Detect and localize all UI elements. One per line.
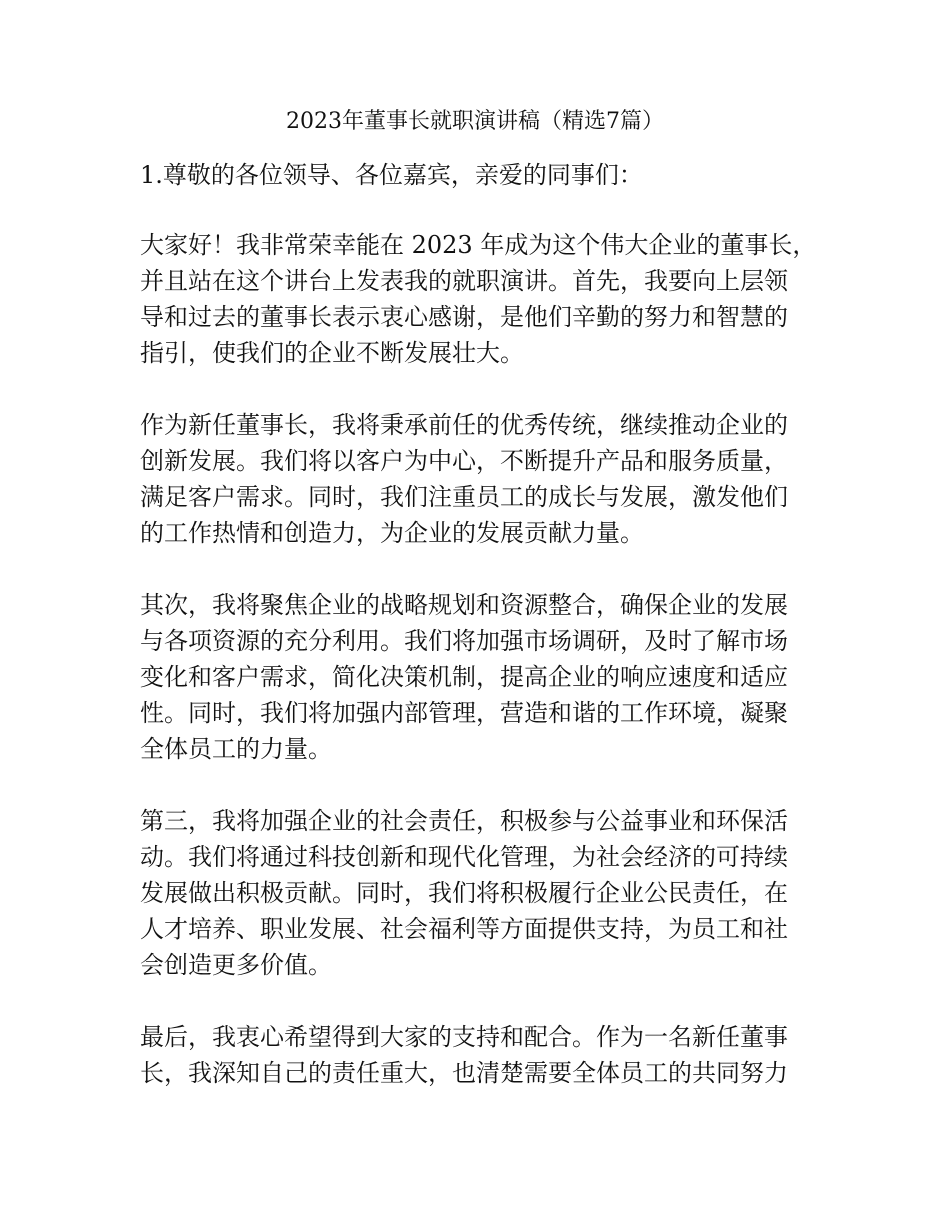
document-title: 2023年董事长就职演讲稿（精选7篇） [286, 109, 664, 134]
text-line: 并且站在这个讲台上发表我的就职演讲。首先，我要向上层领 [140, 267, 788, 295]
text-line: 导和过去的董事长表示衷心感谢，是他们辛勤的努力和智慧的 [140, 303, 788, 331]
paragraph-2 [140, 407, 820, 551]
paragraph-3 [140, 587, 820, 767]
text-line: 的工作热情和创造力，为企业的发展贡献力量。 [140, 519, 644, 547]
paragraph-1 [140, 227, 820, 371]
salutation: 1.尊敬的各位领导、各位嘉宾，亲爱的同事们： [140, 161, 643, 189]
text-line: 其次，我将聚焦企业的战略规划和资源整合，确保企业的发展 [140, 591, 788, 619]
text-line: 会创造更多价值。 [140, 951, 332, 979]
document-body [140, 157, 820, 1127]
text-line: 与各项资源的充分利用。我们将加强市场调研，及时了解市场 [140, 627, 788, 655]
text-line: 发展做出积极贡献。同时，我们将积极履行企业公民责任，在 [140, 879, 788, 907]
text-line: 创新发展。我们将以客户为中心，不断提升产品和服务质量， [140, 447, 788, 475]
paragraph-4 [140, 803, 820, 983]
text-line: 全体员工的力量。 [140, 735, 332, 763]
text-line: 变化和客户需求，简化决策机制，提高企业的响应速度和适应 [140, 663, 788, 691]
text-line: 性。同时，我们将加强内部管理，营造和谐的工作环境，凝聚 [140, 699, 788, 727]
text-line: 人才培养、职业发展、社会福利等方面提供支持，为员工和社 [140, 915, 788, 943]
text-line: 长，我深知自己的责任重大，也清楚需要全体员工的共同努力 [140, 1059, 788, 1087]
text-line: 大家好！我非常荣幸能在 2023 年成为这个伟大企业的董事长， [140, 231, 817, 259]
paragraph-5 [140, 1019, 820, 1091]
text-line: 满足客户需求。同时，我们注重员工的成长与发展，激发他们 [140, 483, 788, 511]
text-line: 最后，我衷心希望得到大家的支持和配合。作为一名新任董事 [140, 1023, 788, 1051]
text-line: 指引，使我们的企业不断发展壮大。 [140, 339, 524, 367]
text-line: 作为新任董事长，我将秉承前任的优秀传统，继续推动企业的 [140, 411, 788, 439]
text-line: 第三，我将加强企业的社会责任，积极参与公益事业和环保活 [140, 807, 788, 835]
text-line: 动。我们将通过科技创新和现代化管理，为社会经济的可持续 [140, 843, 788, 871]
